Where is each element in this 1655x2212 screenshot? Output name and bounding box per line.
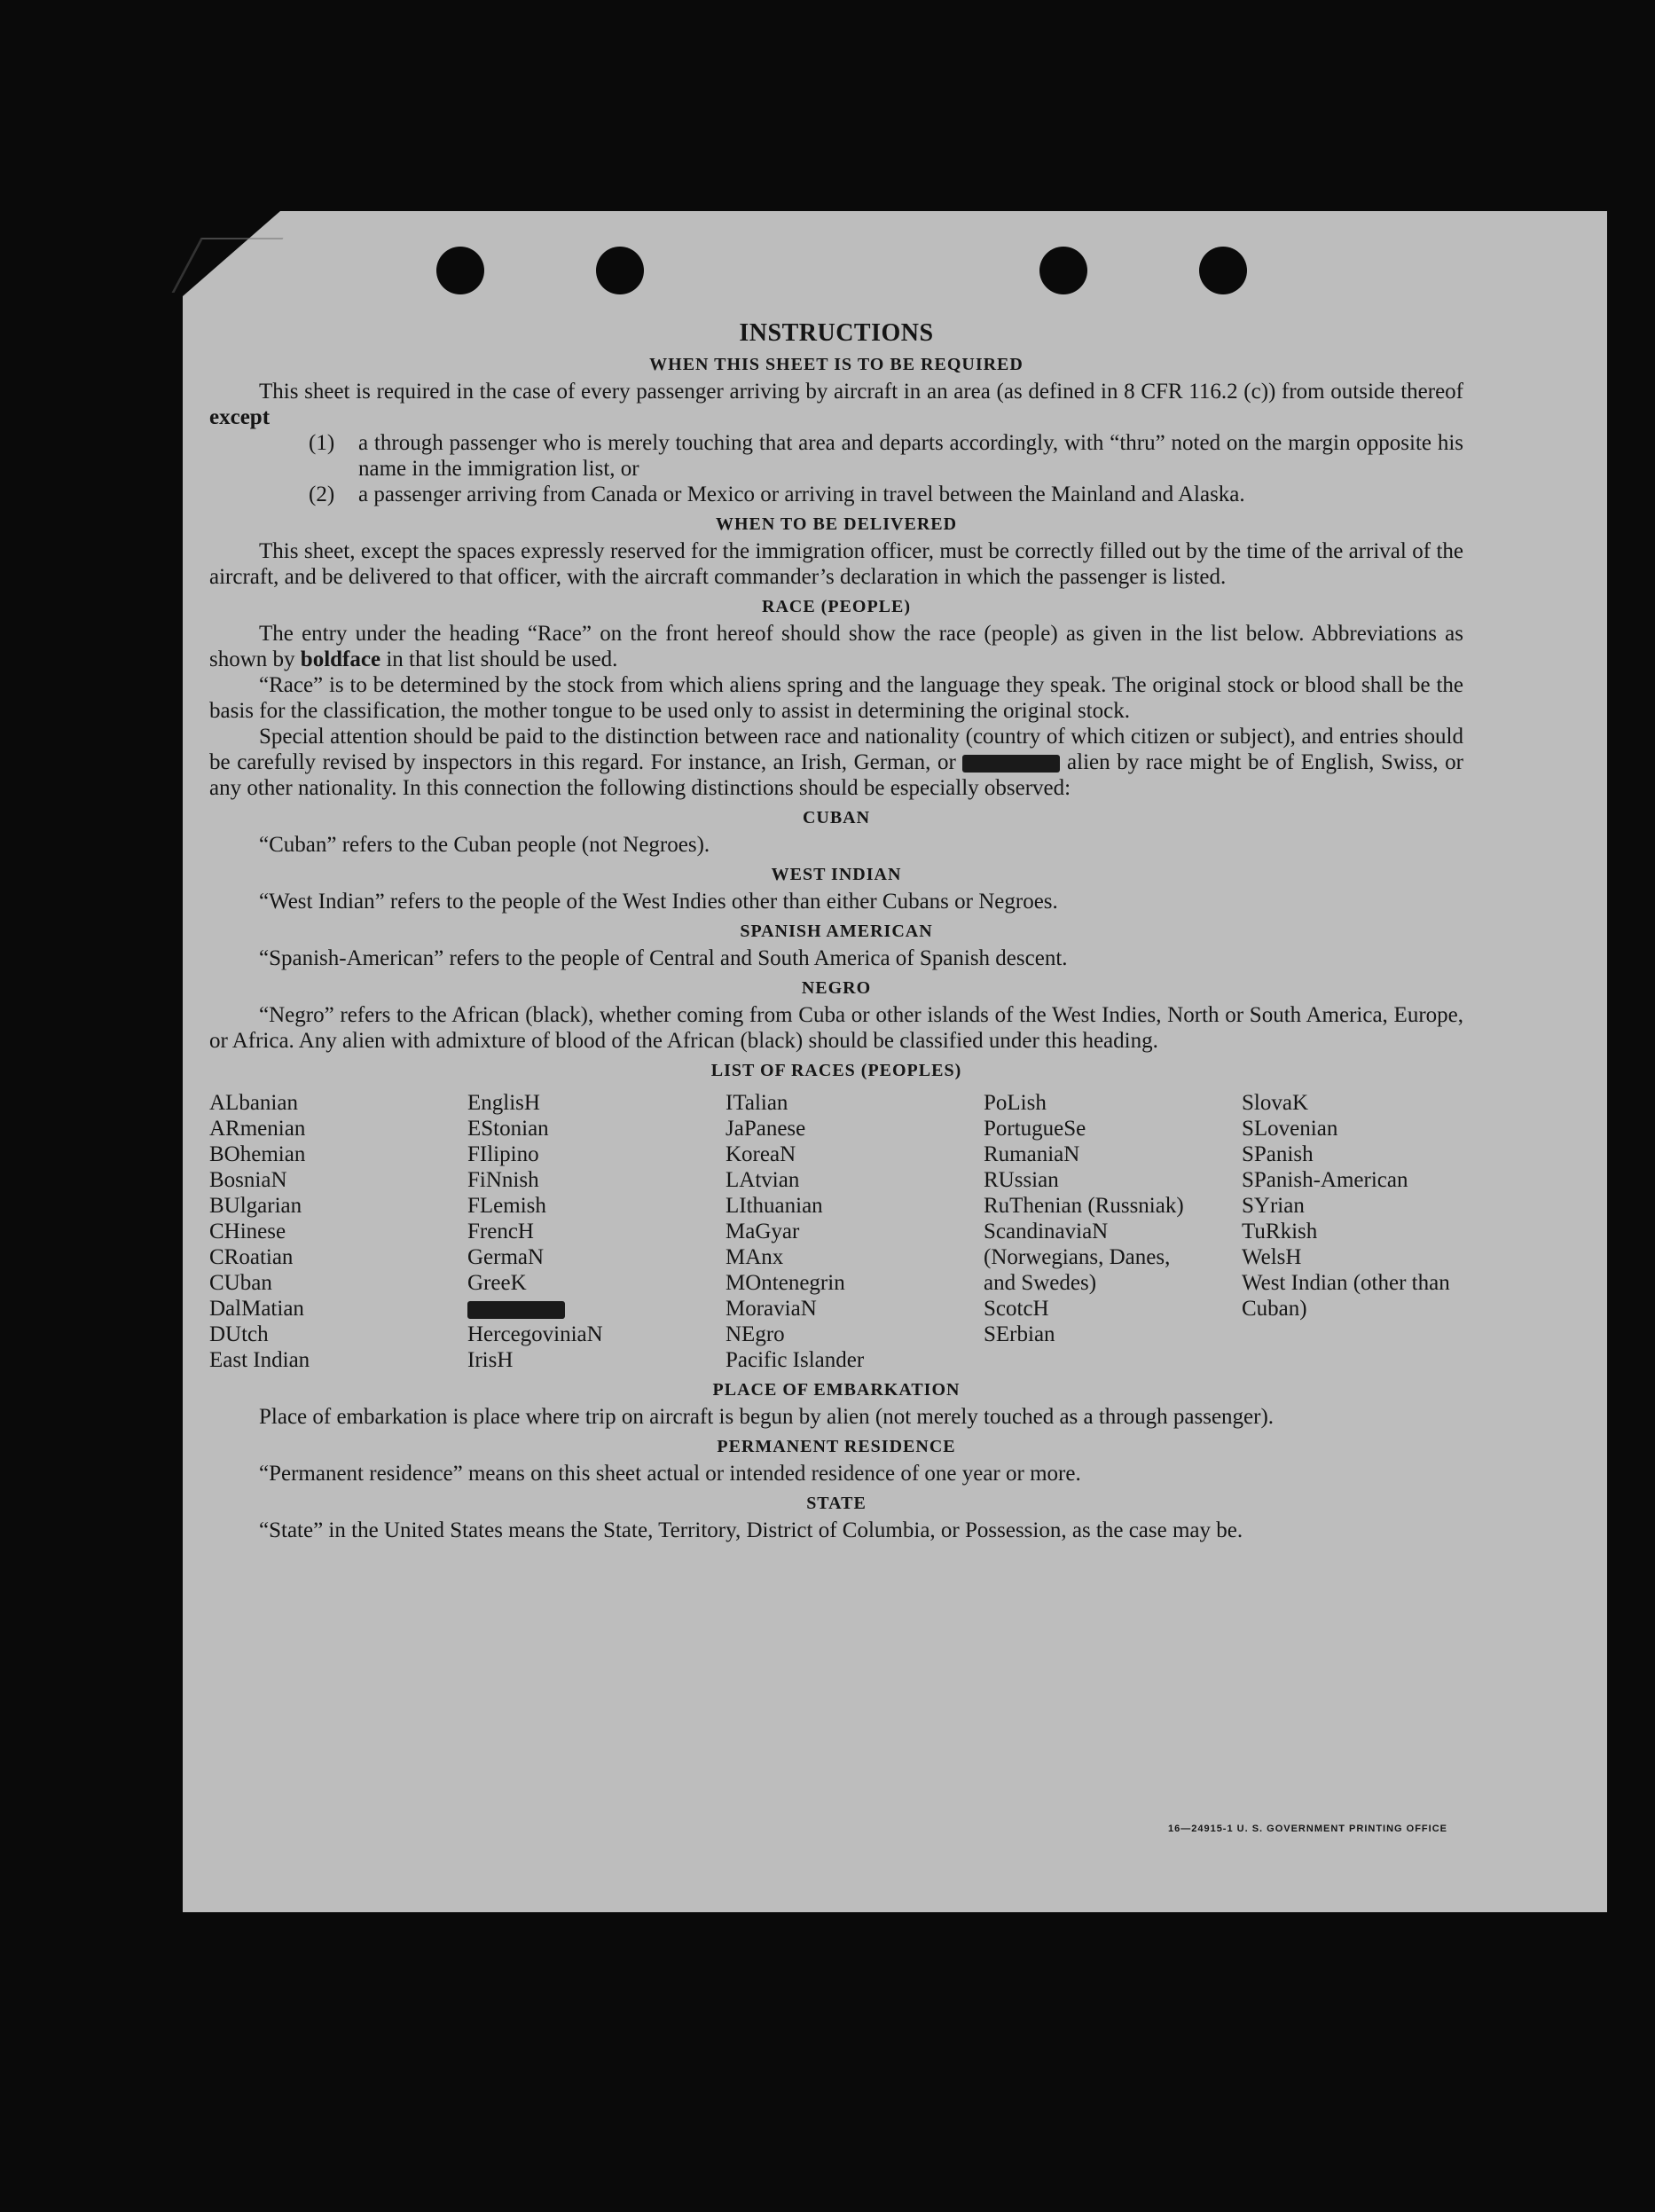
race-entry: FIlipino bbox=[467, 1142, 539, 1166]
race-entry: CUban bbox=[209, 1271, 272, 1295]
race-entry: ScandinaviaN (Norwegians, Danes, and Swedes) bbox=[984, 1220, 1171, 1295]
instructions-content bbox=[209, 319, 1463, 1543]
race-entry: RumaniaN bbox=[984, 1142, 1080, 1166]
races-column bbox=[467, 1090, 726, 1373]
race-entry: IrisH bbox=[467, 1348, 514, 1372]
race-entry: SErbian bbox=[984, 1322, 1055, 1346]
section-heading-spanish-american: SPANISH AMERICAN bbox=[740, 922, 933, 941]
section-heading-required: WHEN THIS SHEET IS TO BE REQUIRED bbox=[649, 355, 1024, 374]
race-entry: RuThenian (Russniak) bbox=[984, 1194, 1184, 1218]
race-paragraph: “Race” is to be determined by the stock from which aliens spring and the language they speak. The original stock or blood shall be the basis for the classification, the mother tongue to be used only to assist in determining the original stock. bbox=[209, 673, 1463, 723]
race-entry: SPanish-American bbox=[1242, 1168, 1408, 1192]
page-title: INSTRUCTIONS bbox=[739, 319, 934, 347]
delivered-text: This sheet, except the spaces expressly reserved for the immigration officer, must be correctly filled out by the time of the arrival of the aircraft, and be delivered to that officer, with the aircraft commander’s declaration in which the passenger is listed. bbox=[209, 539, 1463, 589]
race-entry: CHinese bbox=[209, 1220, 286, 1243]
races-column bbox=[726, 1090, 984, 1373]
section-heading-negro: NEGRO bbox=[801, 978, 872, 998]
race-entry: MoraviaN bbox=[726, 1297, 817, 1321]
race-entry: MOntenegrin bbox=[726, 1271, 845, 1295]
negro-text: “Negro” refers to the African (black), whether coming from Cuba or other islands of the West Indies, North or South America, Europe, or Africa. Any alien with admixture of blood of the African (black) should be classified under this heading. bbox=[209, 1003, 1463, 1053]
race-entry: RUssian bbox=[984, 1168, 1059, 1192]
race-entry: PoLish bbox=[984, 1091, 1047, 1115]
race-entry: DUtch bbox=[209, 1322, 269, 1346]
race-entry: LIthuanian bbox=[726, 1194, 823, 1218]
section-heading-races-list: LIST OF RACES (PEOPLES) bbox=[710, 1061, 962, 1080]
embarkation-text: Place of embarkation is place where trip on aircraft is begun by alien (not merely touched as a through passenger). bbox=[259, 1405, 1275, 1429]
race-entry: ITalian bbox=[726, 1091, 788, 1115]
section-heading-west-indian: WEST INDIAN bbox=[771, 865, 902, 884]
races-column bbox=[209, 1090, 467, 1373]
race-entry: ALbanian bbox=[209, 1091, 298, 1115]
race-entry: CRoatian bbox=[209, 1245, 294, 1269]
exception-item: (2) a passenger arriving from Canada or Mexico or arriving in travel between the Mainland and Alaska. bbox=[309, 482, 1245, 506]
race-entry: MaGyar bbox=[726, 1220, 800, 1243]
required-intro: This sheet is required in the case of every passenger arriving by aircraft in an area (as defined in 8 CFR 116.2 (c)) from outside thereof except bbox=[209, 380, 1463, 429]
race-entry: DalMatian bbox=[209, 1297, 304, 1321]
section-heading-residence: PERMANENT RESIDENCE bbox=[717, 1437, 956, 1456]
races-column bbox=[984, 1090, 1242, 1373]
race-entry: ScotcH bbox=[984, 1297, 1049, 1321]
race-entry: FLemish bbox=[467, 1194, 546, 1218]
race-entry: GermaN bbox=[467, 1245, 545, 1269]
race-entry: SPanish bbox=[1242, 1142, 1314, 1166]
punch-hole bbox=[436, 247, 484, 294]
punch-hole bbox=[1199, 247, 1247, 294]
redaction-mark bbox=[467, 1301, 565, 1319]
race-entry: LAtvian bbox=[726, 1168, 800, 1192]
race-entry: KoreaN bbox=[726, 1142, 796, 1166]
race-entry: BosniaN bbox=[209, 1168, 287, 1192]
race-paragraph: The entry under the heading “Race” on the front hereof should show the race (people) as given in the list below. Abbreviations as shown by boldface in that list should be used. bbox=[209, 622, 1463, 671]
race-entry: BUlgarian bbox=[209, 1194, 302, 1218]
section-heading-embarkation: PLACE OF EMBARKATION bbox=[712, 1380, 961, 1400]
race-entry: East Indian bbox=[209, 1348, 310, 1372]
race-entry: WelsH bbox=[1242, 1245, 1302, 1269]
race-entry: NEgro bbox=[726, 1322, 785, 1346]
residence-text: “Permanent residence” means on this sheet actual or intended residence of one year or more. bbox=[259, 1462, 1081, 1486]
race-entry: FiNnish bbox=[467, 1168, 539, 1192]
race-entry: GreeK bbox=[467, 1271, 527, 1295]
race-entry: Pacific Islander bbox=[726, 1348, 865, 1372]
race-entry: BOhemian bbox=[209, 1142, 306, 1166]
race-entry: PortugueSe bbox=[984, 1117, 1086, 1141]
race-entry: SYrian bbox=[1242, 1194, 1305, 1218]
race-entry: ARmenian bbox=[209, 1117, 306, 1141]
state-text: “State” in the United States means the State, Territory, District of Columbia, or Possession, as the case may be. bbox=[259, 1518, 1243, 1542]
section-heading-cuban: CUBAN bbox=[802, 808, 871, 828]
document-sheet bbox=[183, 211, 1607, 1912]
race-entry: FrencH bbox=[467, 1220, 534, 1243]
punch-hole bbox=[596, 247, 644, 294]
race-entry: TuRkish bbox=[1242, 1220, 1318, 1243]
race-entry-redacted bbox=[467, 1296, 726, 1322]
race-entry: HercegoviniaN bbox=[467, 1322, 603, 1346]
race-entry: SLovenian bbox=[1242, 1117, 1338, 1141]
races-column bbox=[1242, 1090, 1500, 1373]
section-heading-delivered: WHEN TO BE DELIVERED bbox=[715, 514, 958, 534]
race-entry: EnglisH bbox=[467, 1091, 540, 1115]
race-entry: SlovaK bbox=[1242, 1091, 1308, 1115]
race-entry: EStonian bbox=[467, 1117, 549, 1141]
spanish-american-text: “Spanish-American” refers to the people of Central and South America of Spanish descent. bbox=[259, 946, 1068, 970]
race-entry: West Indian (other than Cuban) bbox=[1242, 1271, 1450, 1321]
printer-footer: 16—24915-1 U. S. GOVERNMENT PRINTING OFFICE bbox=[1167, 1824, 1447, 1834]
races-list bbox=[209, 1090, 1463, 1373]
race-paragraph: Special attention should be paid to the distinction between race and nationality (country of which citizen or subject), and entries should be carefully revised by inspectors in this regard. For instance, an Irish, German, or alien by race might be of English, Swiss, or any other nationality. In this connection the following distinctions should be especially observed: bbox=[209, 725, 1464, 800]
exception-item: (1) a through passenger who is merely touching that area and departs accordingly, with “thru” noted on the margin opposite his name in the immigration list, or bbox=[309, 431, 1463, 481]
race-entry: JaPanese bbox=[726, 1117, 806, 1141]
punch-hole bbox=[1039, 247, 1087, 294]
west-indian-text: “West Indian” refers to the people of the West Indies other than either Cubans or Negroes. bbox=[259, 890, 1058, 914]
section-heading-state: STATE bbox=[806, 1494, 867, 1513]
race-entry: MAnx bbox=[726, 1245, 784, 1269]
cuban-text: “Cuban” refers to the Cuban people (not Negroes). bbox=[259, 833, 710, 857]
section-heading-race: RACE (PEOPLE) bbox=[762, 597, 911, 616]
redaction-mark bbox=[962, 755, 1060, 773]
